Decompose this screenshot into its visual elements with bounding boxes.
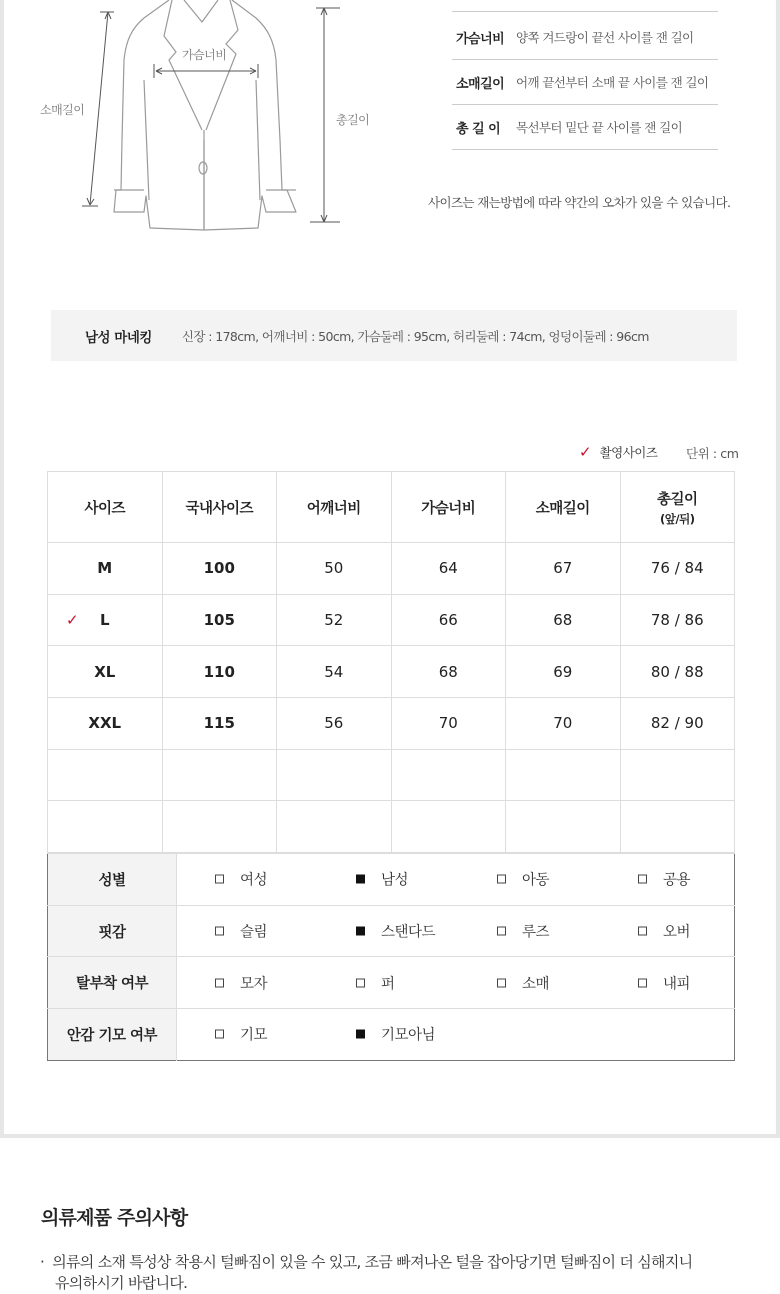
header-chest: 가슴너비 [391,472,506,543]
header-total-length-label: 총길이 [656,491,698,508]
size-cell: XXL [48,698,163,750]
domestic-size-cell: 100 [162,543,277,595]
photographed-size-legend [579,443,657,461]
option-over [638,921,690,942]
header-size: 사이즈 [48,472,163,543]
domestic-size-cell: 110 [162,646,277,698]
panel-border-right [776,0,780,1138]
option-label: 남성 [381,872,409,889]
option-fur [356,972,395,993]
attribute-label: 핏감 [48,905,177,957]
option-label: 기모 [240,1027,268,1044]
header-sleeve: 소매길이 [506,472,621,543]
option-unisex [638,869,690,890]
product-attributes-table [47,853,735,1061]
definition-description: 양쪽 겨드랑이 끝선 사이를 잰 길이 [516,30,694,45]
table-row [48,646,735,698]
chest-cell: 66 [391,594,506,646]
table-row [48,543,735,595]
size-cell: XL [48,646,163,698]
definition-description: 어깨 끝선부터 소매 끝 사이를 잰 길이 [516,75,709,90]
option-label: 내피 [663,976,691,993]
care-note-continuation: 유의하시기 바랍니다. [55,1274,188,1292]
total-length-cell: 82 / 90 [620,698,735,750]
definition-term: 총 길 이 [456,121,501,137]
shoulder-cell: 56 [277,698,392,750]
attribute-options [177,905,735,957]
option-label: 공용 [663,872,691,889]
domestic-size-cell: 105 [162,594,277,646]
mannequin-info-box [51,310,737,361]
care-note-item: · 의류의 소재 특성상 착용시 털빠짐이 있을 수 있고, 조금 빠져나온 털을 잡아당기면 털빠짐이 더 심해지니 [40,1253,693,1271]
header-total-length [620,472,735,543]
option-standard [356,921,435,942]
checkbox-empty-icon [215,927,224,936]
chest-width-label: 가슴너비 [182,48,227,62]
checkbox-filled-icon [356,927,365,936]
option-brushed [215,1024,267,1045]
definitions-top-divider [452,11,718,12]
option-male [356,869,408,890]
definition-row-sleeve [452,60,718,105]
option-hood [215,972,267,993]
definition-term: 가슴너비 [456,31,505,47]
option-sleeve [497,972,549,993]
unit-label: 단위 : cm [686,446,739,461]
panel-border-bottom [0,1134,780,1138]
definition-term: 소매길이 [456,76,505,92]
checkmark-icon: ✓ [579,443,592,461]
attribute-options [177,957,735,1009]
size-cell: M [48,543,163,595]
size-tolerance-note: 사이즈는 재는방법에 따라 약간의 오차가 있을 수 있습니다. [428,195,731,210]
option-label: 스탠다드 [381,924,436,941]
checkbox-empty-icon [497,875,506,884]
table-row [48,698,735,750]
shoulder-cell: 52 [277,594,392,646]
total-length-label: 총길이 [336,113,370,127]
care-note-text: 의류의 소재 특성상 착용시 털빠짐이 있을 수 있고, 조금 빠져나온 털을 잡아당기면 털빠짐이 더 심해지니 [52,1253,693,1271]
header-domestic-size: 국내사이즈 [162,472,277,543]
sleeve-cell: 68 [506,594,621,646]
mannequin-title: 남성 마네킹 [85,329,152,346]
table-row-empty [48,801,735,853]
option-label: 퍼 [381,976,395,993]
option-loose [497,921,549,942]
table-header-row [48,472,735,543]
attribute-label: 성별 [48,854,177,906]
definition-row-total [452,105,718,150]
total-length-cell: 76 / 84 [620,543,735,595]
checkbox-filled-icon [356,1030,365,1039]
sleeve-cell: 70 [506,698,621,750]
definition-row-chest [452,15,718,60]
mannequin-measurements: 신장 : 178cm, 어깨너비 : 50cm, 가슴둘레 : 95cm, 허리둘레 : 74cm, 엉덩이둘레 : 96cm [181,328,649,344]
option-label: 기모아님 [381,1027,436,1044]
jacket-measurement-diagram [4,0,424,240]
attribute-options [177,1009,735,1061]
size-cell [48,594,163,646]
total-length-cell: 78 / 86 [620,594,735,646]
legend-label: 촬영사이즈 [599,445,658,460]
checkbox-empty-icon [356,978,365,987]
checkbox-empty-icon [215,1030,224,1039]
sleeve-cell: 69 [506,646,621,698]
option-label: 여성 [240,872,268,889]
sleeve-cell: 67 [506,543,621,595]
attribute-label: 탈부착 여부 [48,957,177,1009]
option-slim [215,921,267,942]
care-notes-title: 의류제품 주의사항 [41,1207,188,1229]
checkmark-icon: ✓ [66,611,79,630]
checkbox-filled-icon [356,875,365,884]
option-kids [497,869,549,890]
checkbox-empty-icon [497,927,506,936]
size-table [47,471,735,853]
attribute-row-lining [48,1009,735,1061]
checkbox-empty-icon [638,927,647,936]
table-row [48,594,735,646]
option-label: 아동 [522,872,550,889]
chest-cell: 70 [391,698,506,750]
option-female [215,869,267,890]
header-total-length-sub: (앞/뒤) [660,511,695,526]
option-label: 오버 [663,924,691,941]
sleeve-length-label: 소매길이 [40,103,85,117]
option-label: 슬림 [240,924,268,941]
option-label: 루즈 [522,924,550,941]
option-not-brushed [356,1024,435,1045]
checkbox-empty-icon [215,978,224,987]
option-label: 소매 [522,976,550,993]
attribute-row-detachable [48,957,735,1009]
option-label: 모자 [240,976,268,993]
option-liner [638,972,690,993]
attribute-label: 안감 기모 여부 [48,1009,177,1061]
size-cell-label: L [99,611,110,630]
definition-description: 목선부터 밑단 끝 사이를 잰 길이 [516,120,683,135]
attribute-row-fit [48,905,735,957]
checkbox-empty-icon [638,875,647,884]
table-row-empty [48,749,735,801]
attribute-options [177,854,735,906]
domestic-size-cell: 115 [162,698,277,750]
shoulder-cell: 54 [277,646,392,698]
checkbox-empty-icon [215,875,224,884]
attribute-row-gender [48,854,735,906]
shoulder-cell: 50 [277,543,392,595]
chest-cell: 68 [391,646,506,698]
checkbox-empty-icon [638,978,647,987]
header-shoulder: 어깨너비 [277,472,392,543]
total-length-cell: 80 / 88 [620,646,735,698]
chest-cell: 64 [391,543,506,595]
checkbox-empty-icon [497,978,506,987]
